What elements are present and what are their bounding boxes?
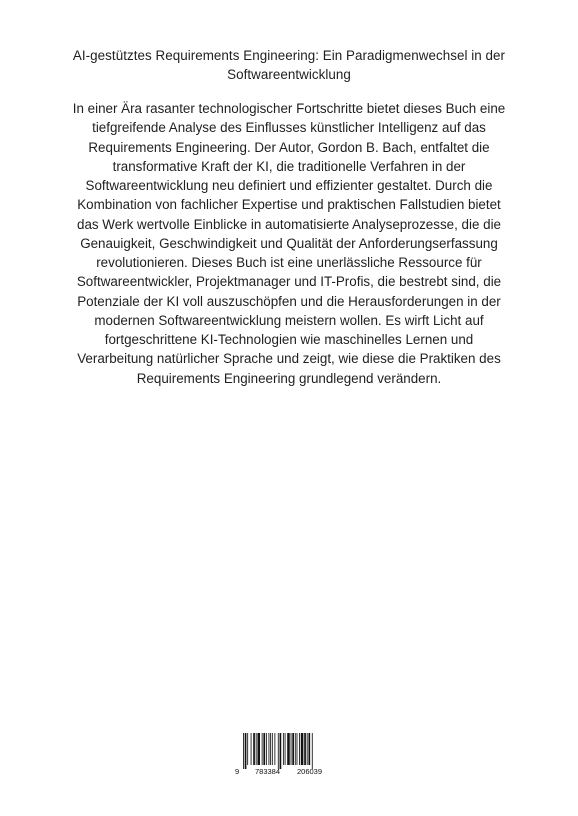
barcode-bar bbox=[251, 733, 252, 765]
description-line: Potenziale der KI voll auszuschöpfen und die Herausforderungen in der bbox=[77, 293, 501, 309]
barcode-bar bbox=[262, 733, 263, 765]
barcode-bar bbox=[308, 733, 310, 765]
barcode-bar bbox=[295, 733, 296, 765]
barcode-bar bbox=[292, 733, 294, 765]
description-line: Softwareentwicklung neu definiert und effizienter gestaltet. Durch die bbox=[85, 178, 493, 193]
barcode-bar bbox=[253, 733, 255, 765]
barcode-bar bbox=[243, 733, 244, 769]
barcode-bar bbox=[299, 733, 300, 765]
barcode-bar bbox=[307, 733, 308, 765]
book-title-line: AI-gestütztes Requirements Engineering: Ein Paradigmenwechsel in der bbox=[72, 48, 506, 63]
isbn-barcode bbox=[235, 733, 339, 777]
barcode-bar bbox=[280, 733, 282, 769]
description-line: transformative Kraft der KI, die traditionelle Verfahren in der bbox=[112, 158, 466, 174]
barcode-bar bbox=[278, 733, 279, 769]
barcode-bar bbox=[274, 733, 275, 765]
barcode-bar bbox=[245, 733, 247, 769]
barcode-bars bbox=[243, 733, 313, 769]
barcode-bar bbox=[256, 733, 257, 765]
book-description bbox=[40, 99, 538, 388]
barcode-left-digits: 783384 bbox=[255, 767, 281, 776]
book-title-line: Softwareentwicklung bbox=[227, 67, 351, 82]
barcode-bar bbox=[266, 733, 267, 765]
description-line: Softwareentwickler, Projektmanager und IT-Profis, die bestrebt sind, die bbox=[76, 274, 502, 290]
description-line: tiefgreifende Analyse des Einflusses künstlicher Intelligenz auf das bbox=[92, 120, 486, 136]
description-line: modernen Softwareentwicklung meistern wollen. Es wirft Licht auf bbox=[94, 312, 484, 328]
description-line: Verarbeitung natürlicher Sprache und zeigt, wie diese die Praktiken des bbox=[77, 351, 501, 367]
barcode-bar bbox=[272, 733, 273, 765]
description-line: Genauigkeit, Geschwindigkeit und Qualität der Anforderungserfassung bbox=[80, 235, 498, 251]
description-line: fortgeschrittene KI-Technologien wie maschinelles Lernen und bbox=[104, 332, 474, 347]
barcode-graphic bbox=[235, 733, 339, 777]
barcode-bar bbox=[301, 733, 304, 765]
barcode-bar bbox=[291, 733, 292, 765]
description-line: revolutionieren. Dieses Buch ist eine unerlässliche Ressource für bbox=[96, 255, 482, 270]
barcode-bar bbox=[270, 733, 271, 765]
barcode-right-digits: 206039 bbox=[297, 767, 323, 776]
barcode-bar bbox=[304, 733, 306, 765]
barcode-bar bbox=[263, 733, 265, 765]
book-title bbox=[40, 46, 538, 84]
description-line: In einer Ära rasanter technologischer Fortschritte bietet dieses Buch eine bbox=[72, 101, 506, 116]
barcode-bar bbox=[312, 733, 313, 769]
description-line: Requirements Engineering. Der Autor, Gordon B. Bach, entfaltet die bbox=[88, 139, 490, 155]
barcode-bar bbox=[297, 733, 298, 765]
barcode-bar bbox=[257, 733, 260, 765]
barcode-bar bbox=[283, 733, 284, 765]
barcode-bar bbox=[247, 733, 248, 765]
description-line: das Werk wertvolle Einblicke in automatisierte Analyseprozesse, die die bbox=[77, 216, 501, 232]
barcode-bar bbox=[287, 733, 290, 765]
barcode-prefix-digit: 9 bbox=[235, 767, 240, 776]
description-line: Requirements Engineering grundlegend verändern. bbox=[136, 370, 442, 386]
barcode-bar bbox=[269, 733, 270, 765]
barcode-bar bbox=[285, 733, 286, 765]
description-line: Kombination von fachlicher Expertise und praktischen Fallstudien bietet bbox=[77, 197, 501, 213]
